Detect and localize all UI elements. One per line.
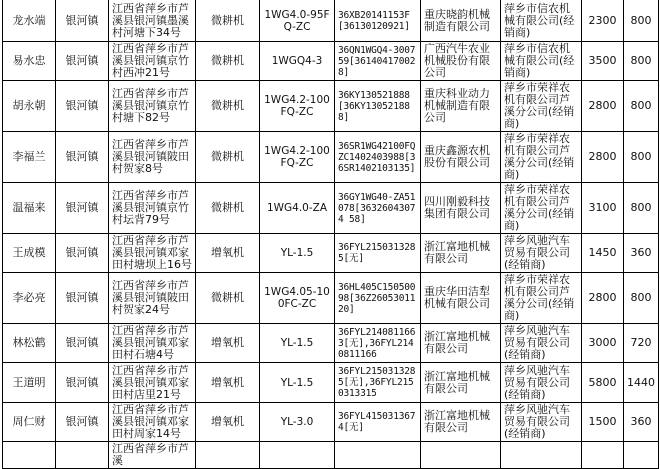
cell-manufacturer: 重庆科业动力机械制造有限公司 [421,81,501,132]
cell-town: 银河镇 [56,403,109,442]
cell-town: 银河镇 [56,324,109,363]
cell-model: YL-1.5 [260,324,335,363]
cell-model: 1WG4.2-100FQ-ZC [260,132,335,183]
cell-address: 江西省萍乡市芦溪县银河镇京竹村西冲21号 [109,42,196,81]
cell-subsidy: 360 [624,403,659,442]
cell-subsidy: 800 [624,0,659,42]
cell-address: 江西省萍乡市芦溪县银河镇陂田村贺家8号 [109,132,196,183]
cell-name: 王成模 [3,234,56,273]
cell-subsidy: 1440 [624,363,659,403]
cell-price: 2300 [582,0,624,42]
cell-town: 银河镇 [56,42,109,81]
cell-dealer: 萍乡市荣祥农机有限公司芦溪分公司(经销商) [501,132,582,183]
cell-name: 龙水端 [3,0,56,42]
cell-town: 银河镇 [56,273,109,324]
cell-town: 银河镇 [56,132,109,183]
table-row [3,81,659,132]
cell-model: 1WG4.0-ZA [260,183,335,234]
cell-dealer: 萍乡风驰汽车贸易有限公司(经销商) [501,363,582,403]
cell-town [56,442,109,469]
cell-machine-type: 微耕机 [196,81,260,132]
cell-price: 3000 [582,324,624,363]
subsidy-table [2,0,659,469]
cell-dealer: 萍乡市信农机械有限公司(经销商) [501,42,582,81]
cell-price: 2800 [582,81,624,132]
cell-subsidy: 800 [624,273,659,324]
cell-manufacturer: 浙江富地机械有限公司 [421,324,501,363]
cell-address: 江西省萍乡市芦溪县银河镇邓家田村塘坝上16号 [109,234,196,273]
table-row [3,0,659,42]
cell-dealer: 萍乡市信农机械有限公司(经销商) [501,0,582,42]
cell-subsidy: 800 [624,42,659,81]
cell-model: YL-3.0 [260,403,335,442]
cell-name [3,442,56,469]
table-row [3,132,659,183]
cell-model: 1WG4.0-95FQ-ZC [260,0,335,42]
cell-manufacturer: 四川刚毅科技集团有限公司 [421,183,501,234]
cell-serial: 36FYL2150313285[无],36FYL2150313315 [335,363,421,403]
cell-serial: 36SR1WG42100FQZC1402403988[36SR1402103135] [335,132,421,183]
cell-address: 江西省萍乡市芦溪 [109,442,196,469]
cell-price: 2800 [582,132,624,183]
cell-price: 5800 [582,363,624,403]
cell-address: 江西省萍乡市芦溪县银河镇陂田村贺家24号 [109,273,196,324]
cell-town: 银河镇 [56,363,109,403]
table-body [3,0,659,469]
table-row [3,273,659,324]
cell-serial: 36KY130521888[36KY130521888] [335,81,421,132]
cell-town: 银河镇 [56,234,109,273]
table-row [3,403,659,442]
cell-manufacturer: 浙江富地机械有限公司 [421,363,501,403]
cell-serial: 36FYL4150313674[无] [335,403,421,442]
cell-model: 1WG4.2-100FQ-ZC [260,81,335,132]
cell-manufacturer: 浙江富地机械有限公司 [421,234,501,273]
cell-model: 1WGQ4-3 [260,42,335,81]
cell-serial: 36QN1WGQ4-300759[36140417002 8] [335,42,421,81]
cell-serial: 36HL405C15050098[36Z2605301120] [335,273,421,324]
cell-dealer: 萍乡市荣祥农机有限公司芦溪分公司(经销商) [501,273,582,324]
cell-address: 江西省萍乡市芦溪县银河镇京竹村塘下82号 [109,81,196,132]
cell-subsidy: 800 [624,81,659,132]
cell-price [582,442,624,469]
cell-machine-type: 微耕机 [196,273,260,324]
table-row [3,234,659,273]
cell-machine-type: 增氧机 [196,234,260,273]
cell-subsidy: 720 [624,324,659,363]
cell-manufacturer: 重庆晓韵机械制造有限公司 [421,0,501,42]
cell-name: 王道明 [3,363,56,403]
cell-town: 银河镇 [56,81,109,132]
cell-name: 李福兰 [3,132,56,183]
cell-machine-type [196,442,260,469]
cell-machine-type: 微耕机 [196,132,260,183]
cell-name: 林松鹤 [3,324,56,363]
table-row [3,442,659,469]
cell-town: 银河镇 [56,183,109,234]
cell-serial: 36FYL2150313285[无] [335,234,421,273]
cell-model: YL-1.5 [260,363,335,403]
cell-manufacturer [421,442,501,469]
cell-price: 3100 [582,183,624,234]
cell-machine-type: 微耕机 [196,183,260,234]
cell-serial [335,442,421,469]
cell-name: 李必亮 [3,273,56,324]
table-row [3,183,659,234]
cell-dealer: 萍乡市荣祥农机有限公司芦溪分公司(经销商) [501,183,582,234]
cell-dealer: 萍乡风驰汽车贸易有限公司(经销商) [501,403,582,442]
cell-subsidy: 800 [624,132,659,183]
cell-machine-type: 微耕机 [196,0,260,42]
cell-subsidy [624,442,659,469]
cell-machine-type: 增氧机 [196,363,260,403]
cell-manufacturer: 浙江富地机械有限公司 [421,403,501,442]
cell-machine-type: 增氧机 [196,403,260,442]
cell-price: 1450 [582,234,624,273]
cell-address: 江西省萍乡市芦溪县银河镇邓家田村周家14号 [109,403,196,442]
cell-address: 江西省萍乡市芦溪县银河镇邓家田村石塘4号 [109,324,196,363]
cell-price: 1500 [582,403,624,442]
cell-subsidy: 360 [624,234,659,273]
cell-model: YL-1.5 [260,234,335,273]
cell-name: 易水忠 [3,42,56,81]
cell-serial: 36FYL2140811663[无],36FYL2140811166 [335,324,421,363]
cell-dealer: 萍乡市荣祥农机有限公司芦溪分公司(经销商) [501,81,582,132]
cell-manufacturer: 重庆鑫源农机股份有限公司 [421,132,501,183]
cell-dealer: 萍乡风驰汽车贸易有限公司(经销商) [501,234,582,273]
cell-machine-type: 增氧机 [196,324,260,363]
cell-model: 1WG4.05-100FC-ZC [260,273,335,324]
cell-name: 温福来 [3,183,56,234]
cell-serial: 36XB20141153F[36130120921] [335,0,421,42]
table-row [3,324,659,363]
cell-name: 周仁财 [3,403,56,442]
cell-price: 3500 [582,42,624,81]
cell-name: 胡永朝 [3,81,56,132]
cell-model [260,442,335,469]
cell-dealer [501,442,582,469]
cell-town: 银河镇 [56,0,109,42]
cell-dealer: 萍乡风驰汽车贸易有限公司(经销商) [501,324,582,363]
table-row [3,42,659,81]
cell-serial: 36GY1WG40-ZA51078[36326043074 58] [335,183,421,234]
cell-subsidy: 800 [624,183,659,234]
cell-address: 江西省萍乡市芦溪县银河镇墨溪村河塘下34号 [109,0,196,42]
cell-price: 2800 [582,273,624,324]
cell-address: 江西省萍乡市芦溪县银河镇邓家田村店里21号 [109,363,196,403]
cell-manufacturer: 广西汽牛农业机械股份有限公司 [421,42,501,81]
cell-manufacturer: 重庆华田洁犁机械有限公司 [421,273,501,324]
cell-address: 江西省萍乡市芦溪县银河镇京竹村坛背79号 [109,183,196,234]
cell-machine-type: 微耕机 [196,42,260,81]
table-row [3,363,659,403]
